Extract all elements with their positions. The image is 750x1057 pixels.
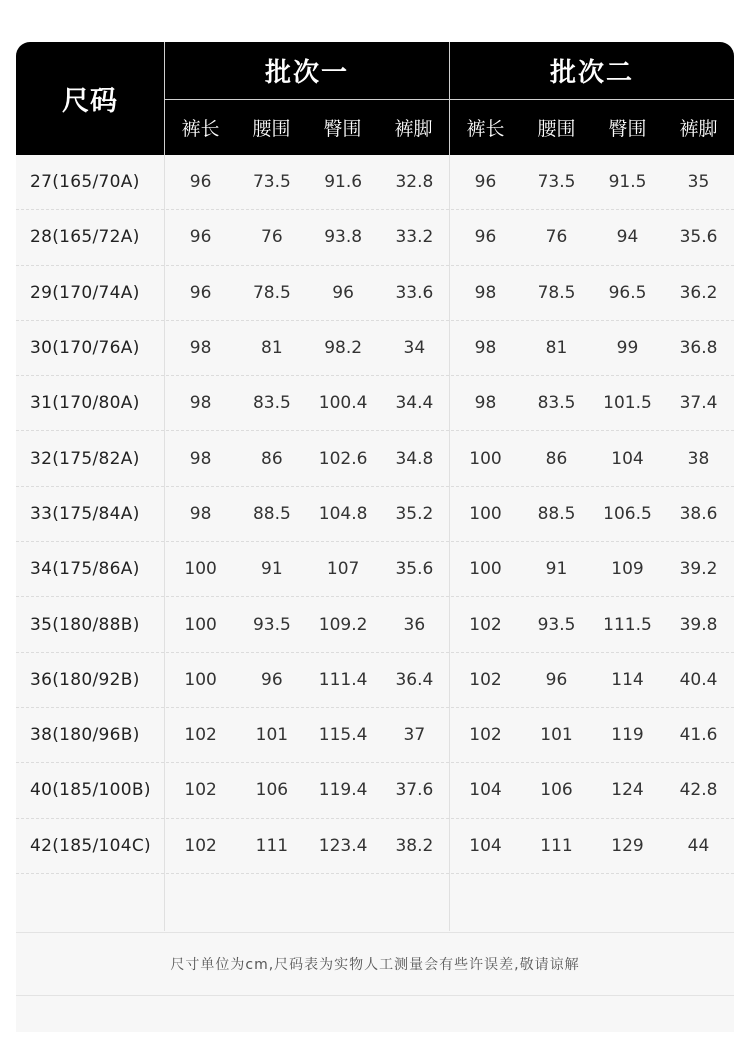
hem-cell: 34.4	[395, 393, 434, 414]
table-row	[16, 819, 734, 874]
hip-cell: 119	[611, 725, 644, 746]
length-cell: 104	[469, 835, 502, 856]
hip-cell: 98.2	[324, 338, 363, 359]
table-header	[16, 42, 734, 155]
waist-cell: 78.5	[252, 282, 291, 303]
waist-cell: 86	[261, 448, 283, 469]
footer-note: 尺寸单位为cm,尺码表为实物人工测量会有些许误差,敬请谅解	[170, 957, 580, 973]
table-row	[16, 708, 734, 763]
hem-cell: 44	[687, 835, 710, 856]
table-body	[16, 155, 734, 929]
length-cell: 96	[189, 172, 212, 193]
length-cell: 102	[469, 725, 502, 746]
hip-cell: 106.5	[603, 503, 652, 524]
batch-one-values	[165, 283, 450, 303]
size-cell: 40(185/100B)	[30, 780, 151, 801]
column-header-length: 裤长	[466, 118, 505, 140]
hip-cell: 104	[611, 448, 644, 469]
batch-one-values	[165, 725, 450, 745]
batch-one-values	[165, 670, 450, 690]
hem-cell: 35.6	[395, 559, 434, 580]
length-cell: 100	[469, 448, 502, 469]
hip-cell: 111.4	[318, 669, 368, 690]
length-cell: 102	[469, 614, 502, 635]
waist-cell: 96	[261, 669, 283, 690]
size-cell: 29(170/74A)	[30, 282, 140, 303]
batch-one-values	[165, 780, 450, 800]
hem-cell: 37.4	[679, 393, 718, 414]
waist-cell: 106	[255, 780, 289, 801]
batch-two-columns	[450, 100, 734, 155]
hem-cell: 35.6	[679, 227, 718, 248]
length-cell: 98	[189, 448, 212, 469]
hip-cell: 93.8	[324, 227, 363, 248]
length-cell: 96	[474, 227, 497, 248]
hip-cell: 119.4	[318, 780, 368, 801]
hip-cell: 109.2	[318, 614, 368, 635]
hem-cell: 32.8	[395, 172, 434, 193]
hem-cell: 37	[403, 725, 426, 746]
size-cell: 28(165/72A)	[30, 227, 140, 248]
length-cell: 98	[189, 338, 212, 359]
length-cell: 96	[189, 227, 212, 248]
waist-cell: 76	[261, 227, 283, 248]
size-cell: 38(180/96B)	[30, 725, 140, 746]
hip-cell: 124	[611, 780, 644, 801]
length-cell: 100	[184, 559, 217, 580]
waist-cell: 81	[545, 338, 568, 359]
hem-cell: 39.2	[679, 559, 718, 580]
waist-cell: 73.5	[252, 172, 291, 193]
footer-divider	[16, 995, 734, 996]
waist-cell: 93.5	[252, 614, 291, 635]
size-cell: 36(180/92B)	[30, 669, 140, 690]
batch-one-values	[165, 172, 450, 192]
hip-cell: 102.6	[318, 448, 368, 469]
batch-two-values	[450, 227, 734, 247]
hip-cell: 94	[616, 227, 639, 248]
hem-cell: 36.8	[679, 338, 718, 359]
waist-cell: 93.5	[537, 614, 576, 635]
hem-cell: 39.8	[679, 614, 718, 635]
footer	[16, 932, 734, 1032]
waist-cell: 88.5	[537, 503, 576, 524]
hem-cell: 38	[687, 448, 710, 469]
hip-cell: 99	[616, 338, 639, 359]
hem-cell: 37.6	[395, 780, 434, 801]
batch-two-values	[450, 393, 734, 413]
batch-one-title: 批次一	[264, 58, 349, 88]
batch-one-values	[165, 393, 450, 413]
length-cell: 102	[184, 725, 217, 746]
size-cell: 32(175/82A)	[30, 448, 140, 469]
size-cell: 42(185/104C)	[30, 835, 151, 856]
column-header-hip: 臀围	[608, 118, 647, 140]
empty-row	[16, 874, 734, 929]
batch-two-values	[450, 338, 734, 358]
size-cell: 33(175/84A)	[30, 503, 140, 524]
batch-two-title: 批次二	[549, 58, 634, 88]
column-header-length: 裤长	[181, 118, 220, 140]
waist-cell: 111	[540, 835, 573, 856]
hem-cell: 36.2	[679, 282, 718, 303]
size-cell: 34(175/86A)	[30, 559, 140, 580]
batch-two-values	[450, 780, 734, 800]
length-cell: 98	[189, 503, 212, 524]
batch-two-values	[450, 283, 734, 303]
hem-cell: 34	[403, 338, 426, 359]
table-row	[16, 763, 734, 818]
size-cell: 31(170/80A)	[30, 393, 140, 414]
table-row	[16, 376, 734, 431]
waist-cell: 83.5	[537, 393, 576, 414]
size-chart-card	[16, 42, 734, 1032]
batch-one-values	[165, 338, 450, 358]
table-row	[16, 155, 734, 210]
batch-two-values	[450, 559, 734, 579]
column-header-waist: 腰围	[537, 118, 576, 140]
waist-cell: 106	[540, 780, 573, 801]
length-cell: 96	[474, 172, 497, 193]
length-cell: 102	[469, 669, 502, 690]
hip-cell: 96.5	[608, 282, 647, 303]
hip-cell: 91.6	[324, 172, 363, 193]
batch-two-values	[450, 504, 734, 524]
length-cell: 100	[469, 559, 502, 580]
batch-two-values	[450, 615, 734, 635]
length-cell: 96	[189, 282, 212, 303]
waist-cell: 101	[540, 725, 573, 746]
hip-cell: 91.5	[608, 172, 647, 193]
table-row	[16, 487, 734, 542]
hem-cell: 42.8	[679, 780, 718, 801]
hip-cell: 123.4	[318, 835, 368, 856]
hem-cell: 38.6	[679, 503, 718, 524]
length-cell: 102	[184, 835, 217, 856]
batch-one-values	[165, 504, 450, 524]
hem-cell: 33.2	[395, 227, 434, 248]
hip-cell: 96	[332, 282, 354, 303]
hip-cell: 100.4	[318, 393, 368, 414]
hip-cell: 107	[326, 559, 360, 580]
waist-cell: 88.5	[252, 503, 291, 524]
batch-one-values	[165, 836, 450, 856]
table-row	[16, 266, 734, 321]
length-cell: 98	[189, 393, 212, 414]
hem-cell: 35.2	[395, 503, 434, 524]
size-cell: 30(170/76A)	[30, 338, 140, 359]
batch-two-values	[450, 172, 734, 192]
batch-one-values	[165, 559, 450, 579]
hem-cell: 36.4	[395, 669, 434, 690]
waist-cell: 96	[545, 669, 568, 690]
batch-two-values	[450, 725, 734, 745]
hem-cell: 36	[403, 614, 426, 635]
hem-cell: 34.8	[395, 448, 434, 469]
length-cell: 102	[184, 780, 217, 801]
length-cell: 98	[474, 393, 497, 414]
hem-cell: 40.4	[679, 669, 718, 690]
column-header-hip: 臀围	[323, 118, 362, 140]
hip-cell: 104.8	[318, 503, 368, 524]
table-row	[16, 210, 734, 265]
hem-cell: 41.6	[679, 725, 718, 746]
table-row	[16, 431, 734, 486]
waist-cell: 81	[261, 338, 283, 359]
hip-cell: 101.5	[603, 393, 652, 414]
column-header-waist: 腰围	[252, 118, 291, 140]
waist-cell: 83.5	[252, 393, 291, 414]
waist-cell: 101	[255, 725, 289, 746]
batch-one-columns	[165, 100, 449, 155]
waist-cell: 73.5	[537, 172, 576, 193]
hip-cell: 114	[611, 669, 644, 690]
hip-cell: 115.4	[318, 725, 368, 746]
table-row	[16, 321, 734, 376]
size-cell: 35(180/88B)	[30, 614, 140, 635]
table-row	[16, 653, 734, 708]
hem-cell: 38.2	[395, 835, 434, 856]
length-cell: 104	[469, 780, 502, 801]
waist-cell: 86	[545, 448, 568, 469]
length-cell: 100	[469, 503, 502, 524]
length-cell: 100	[184, 614, 217, 635]
waist-cell: 91	[545, 559, 568, 580]
batch-two-values	[450, 836, 734, 856]
waist-cell: 78.5	[537, 282, 576, 303]
length-cell: 98	[474, 282, 497, 303]
batch-one-values	[165, 615, 450, 635]
column-header-hem: 裤脚	[679, 118, 718, 140]
waist-cell: 111	[255, 835, 289, 856]
hip-cell: 111.5	[603, 614, 652, 635]
table-row	[16, 597, 734, 652]
length-cell: 100	[184, 669, 217, 690]
size-cell: 27(165/70A)	[30, 172, 140, 193]
waist-cell: 91	[261, 559, 283, 580]
length-cell: 98	[474, 338, 497, 359]
batch-one-values	[165, 227, 450, 247]
table-row	[16, 542, 734, 597]
hip-cell: 129	[611, 835, 644, 856]
size-column-header: 尺码	[62, 86, 118, 117]
batch-one-values	[165, 449, 450, 469]
hem-cell: 35	[687, 172, 710, 193]
column-header-hem: 裤脚	[394, 118, 433, 140]
batch-two-values	[450, 670, 734, 690]
hip-cell: 109	[611, 559, 644, 580]
batch-two-values	[450, 449, 734, 469]
hem-cell: 33.6	[395, 282, 434, 303]
waist-cell: 76	[545, 227, 568, 248]
